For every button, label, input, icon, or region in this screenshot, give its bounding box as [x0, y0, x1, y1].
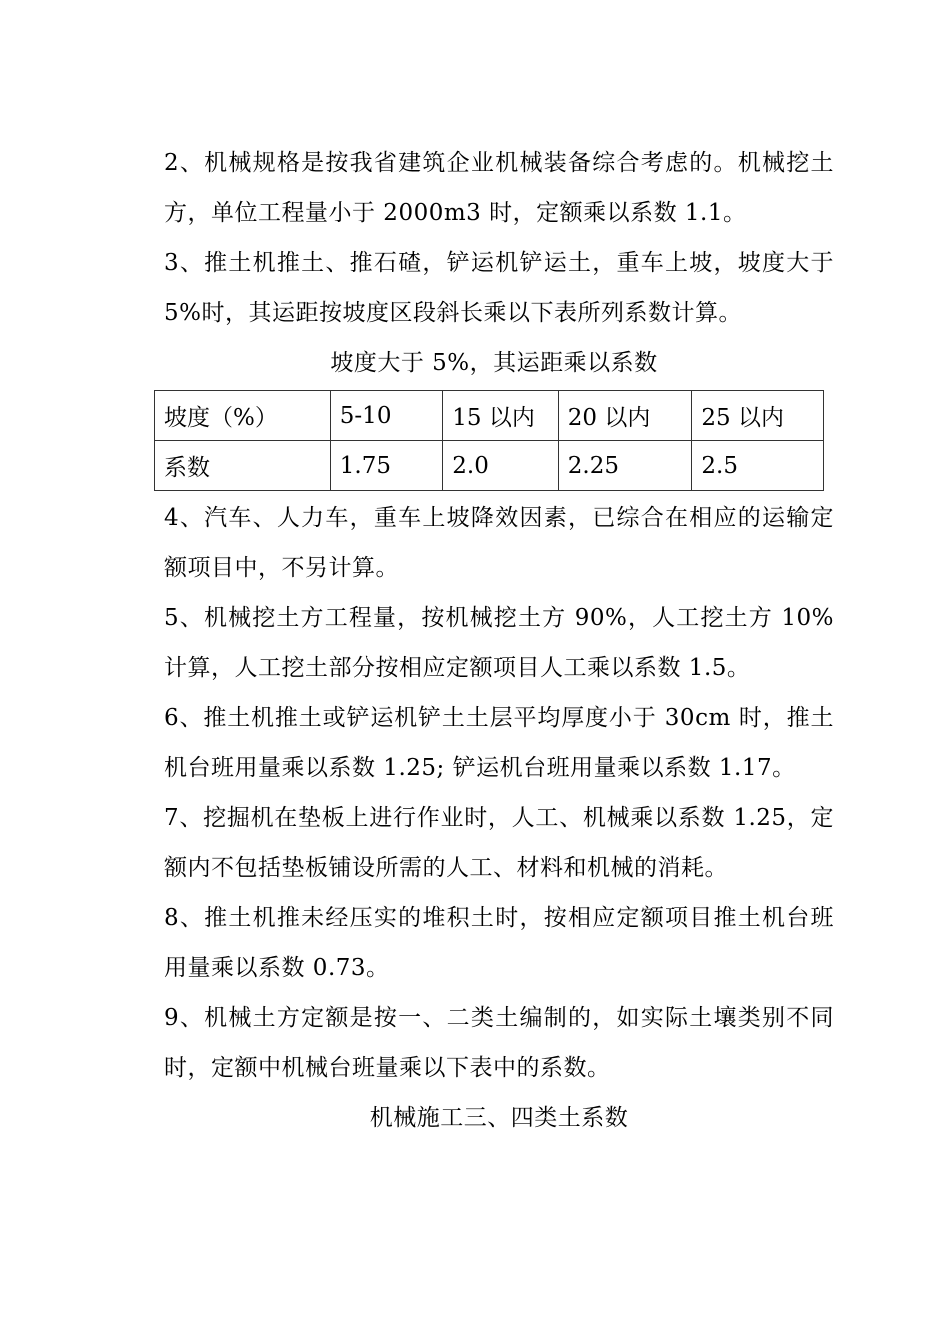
table-cell: 2.0 — [443, 441, 559, 491]
table-cell: 系数 — [155, 441, 331, 491]
table-cell: 坡度（%） — [155, 391, 331, 441]
paragraph-4: 4、汽车、人力车，重车上坡降效因素，已综合在相应的运输定额项目中，不另计算。 — [164, 505, 834, 581]
paragraph-3: 3、推土机推土、推石碴，铲运机铲运土，重车上坡，坡度大于 5%时，其运距按坡度区段斜长乘以下表所列系数计算。 — [164, 250, 834, 326]
table-caption-slope: 坡度大于 5%，其运距乘以系数 — [330, 350, 658, 376]
table-cell: 20 以内 — [558, 391, 692, 441]
table-row — [155, 391, 824, 441]
paragraph-6: 6、推土机推土或铲运机铲土土层平均厚度小于 30cm 时，推土机台班用量乘以系数 1.25; 铲运机台班用量乘以系数 1.17。 — [164, 705, 834, 781]
table-cell: 2.5 — [692, 441, 824, 491]
paragraph-5: 5、机械挖土方工程量，按机械挖土方 90%，人工挖土方 10%计算，人工挖土部分按相应定额项目人工乘以系数 1.5。 — [164, 605, 834, 681]
table-cell: 5-10 — [330, 391, 443, 441]
table-cell: 15 以内 — [443, 391, 559, 441]
slope-coefficient-table — [154, 390, 824, 491]
table-caption-soil: 机械施工三、四类土系数 — [369, 1105, 629, 1131]
paragraph-7: 7、挖掘机在垫板上进行作业时，人工、机械乘以系数 1.25，定额内不包括垫板铺设所需的人工、材料和机械的消耗。 — [164, 805, 834, 881]
table-cell: 1.75 — [330, 441, 443, 491]
table-row — [155, 441, 824, 491]
document-body — [164, 138, 834, 1143]
paragraph-9: 9、机械土方定额是按一、二类土编制的，如实际土壤类别不同时，定额中机械台班量乘以下表中的系数。 — [164, 1005, 834, 1081]
table-cell: 2.25 — [558, 441, 692, 491]
table-cell: 25 以内 — [692, 391, 824, 441]
paragraph-8: 8、推土机推未经压实的堆积土时，按相应定额项目推土机台班用量乘以系数 0.73。 — [164, 905, 834, 981]
paragraph-2: 2、机械规格是按我省建筑企业机械装备综合考虑的。机械挖土方，单位工程量小于 2000m3 时，定额乘以系数 1.1。 — [164, 150, 834, 226]
